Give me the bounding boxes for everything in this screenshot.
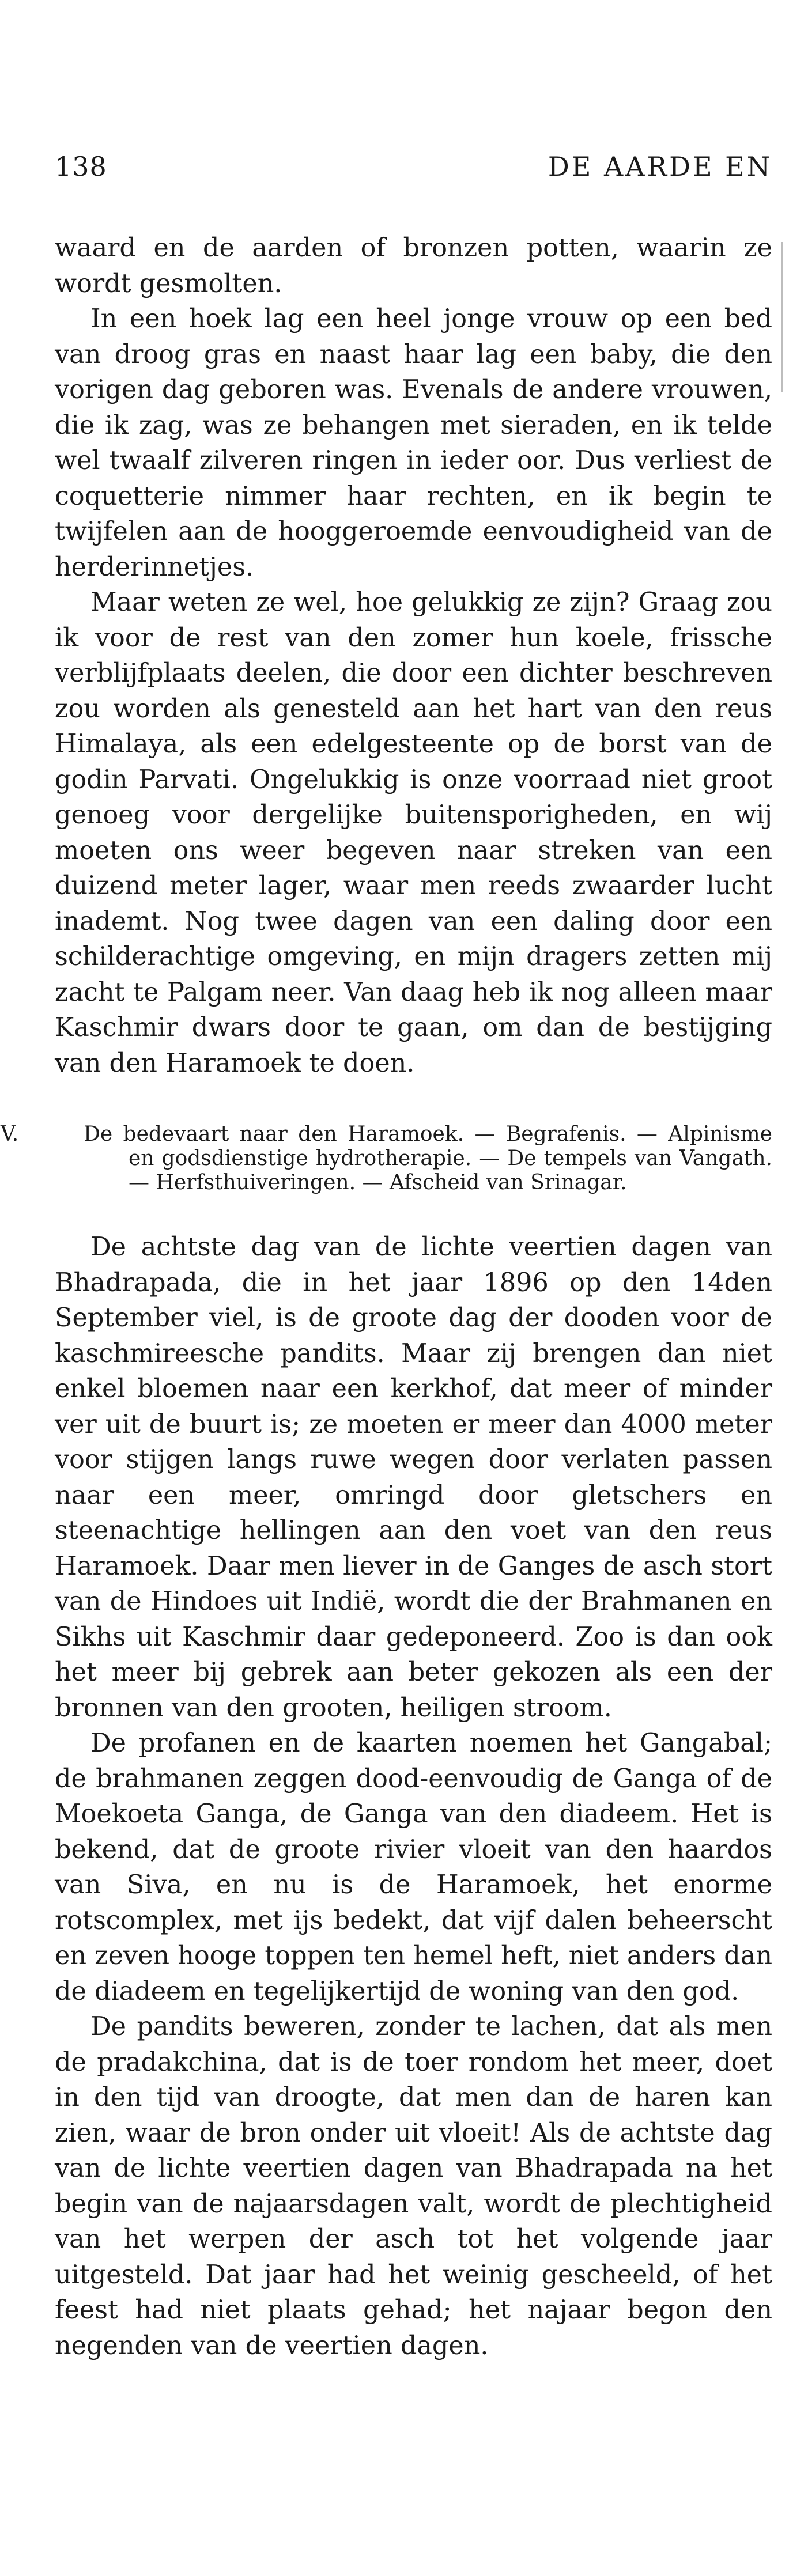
text-block-bottom — [55, 1230, 772, 2363]
paragraph: De pandits beweren, zonder te lachen, dat als men de pradakchina, dat is de toer rondom het meer, doet in den tijd van droogte, dat men dan de haren kan zien, waar de bron onder uit vloeit! Als de achtste dag van de lichte veertien dagen van Bhadrapada na het begin van de najaarsdagen valt, wordt de plechtigheid van het werpen der asch tot het volgende jaar uitgesteld. Dat jaar had het weinig gescheeld, of het feest had niet plaats gehad; het najaar begon den negenden van de veertien dagen. — [55, 2012, 772, 2361]
paragraph: De profanen en de kaarten noemen het Gangabal; de brahmanen zeggen dood-eenvoudig de Ganga of de Moekoeta Ganga, de Ganga van den diadeem. Het is bekend, dat de groote rivier vloeit van den haardos van Siva, en nu is de Haramoek, het enorme rotscomplex, met ijs bedekt, dat vijf dalen beheerscht en zeven hooge toppen ten hemel heft, niet anders dan de diadeem en tegelijkertijd de woning van den god. — [55, 1728, 772, 2006]
text-block-top — [55, 230, 772, 1081]
page-header — [55, 151, 772, 191]
paragraph: In een hoek lag een heel jonge vrouw op een bed van droog gras en naast haar lag een baby, die den vorigen dag geboren was. Evenals de andere vrouwen, die ik zag, was ze behangen met sieraden, en ik telde wel twaalf zilveren ringen in ieder oor. Dus verliest de coquetterie nimmer haar rechten, en ik begin te twijfelen aan de hooggeroemde eenvoudigheid van de herderinnetjes. — [55, 304, 772, 582]
section-heading — [1, 1122, 772, 1195]
page-number: 138 — [55, 151, 107, 182]
margin-rule — [781, 242, 783, 392]
section-heading-line: V. De bedevaart naar den Haramoek. — Begrafenis. — Alpinisme en godsdienstige hydrotherapie. — De tempels van Vangath. — Herfsthuiveringen. — Afscheid van Srinagar. — [1, 1122, 772, 1194]
paragraph-continuation: waard en de aarden of bronzen potten, waarin ze wordt gesmolten. — [55, 233, 772, 298]
section-summary: De bedevaart naar den Haramoek. — Begrafenis. — Alpinisme en godsdienstige hydrotherapie. — De tempels van Vangath. — Herfsthuiveringen. — Afscheid van Srinagar. — [84, 1122, 772, 1194]
running-title: DE AARDE EN — [548, 151, 772, 182]
paragraph: Maar weten ze wel, hoe gelukkig ze zijn? Graag zou ik voor de rest van den zomer hun koele, frissche verblijfplaats deelen, die door een dichter beschreven zou worden als genesteld aan het hart van den reus Himalaya, als een edelgesteente op de borst van de godin Parvati. Ongelukkig is onze voorraad niet groot genoeg voor dergelijke buitensporigheden, en wij moeten ons weer begeven naar streken van een duizend meter lager, waar men reeds zwaarder lucht inademt. Nog twee dagen van een daling door een schilderachtige omgeving, en mijn dragers zetten mij zacht te Palgam neer. Van daag heb ik nog alleen maar Kaschmir dwars door te gaan, om dan de bestijging van den Haramoek te doen. — [55, 588, 772, 1078]
paragraph: De achtste dag van de lichte veertien dagen van Bhadrapada, die in het jaar 1896 op den 14den September viel, is de groote dag der dooden voor de kaschmireesche pandits. Maar zij brengen dan niet enkel bloemen naar een kerkhof, dat meer of minder ver uit de buurt is; ze moeten er meer dan 4000 meter voor stijgen langs ruwe wegen door verlaten passen naar een meer, omringd door gletschers en steenachtige hellingen aan den voet van den reus Haramoek. Daar men liever in de Ganges de asch stort van de Hindoes uit Indië, wordt die der Brahmanen en Sikhs uit Kaschmir daar gedeponeerd. Zoo is dan ook het meer bij gebrek aan beter gekozen als een der bronnen van den grooten, heiligen stroom. — [55, 1232, 772, 1723]
